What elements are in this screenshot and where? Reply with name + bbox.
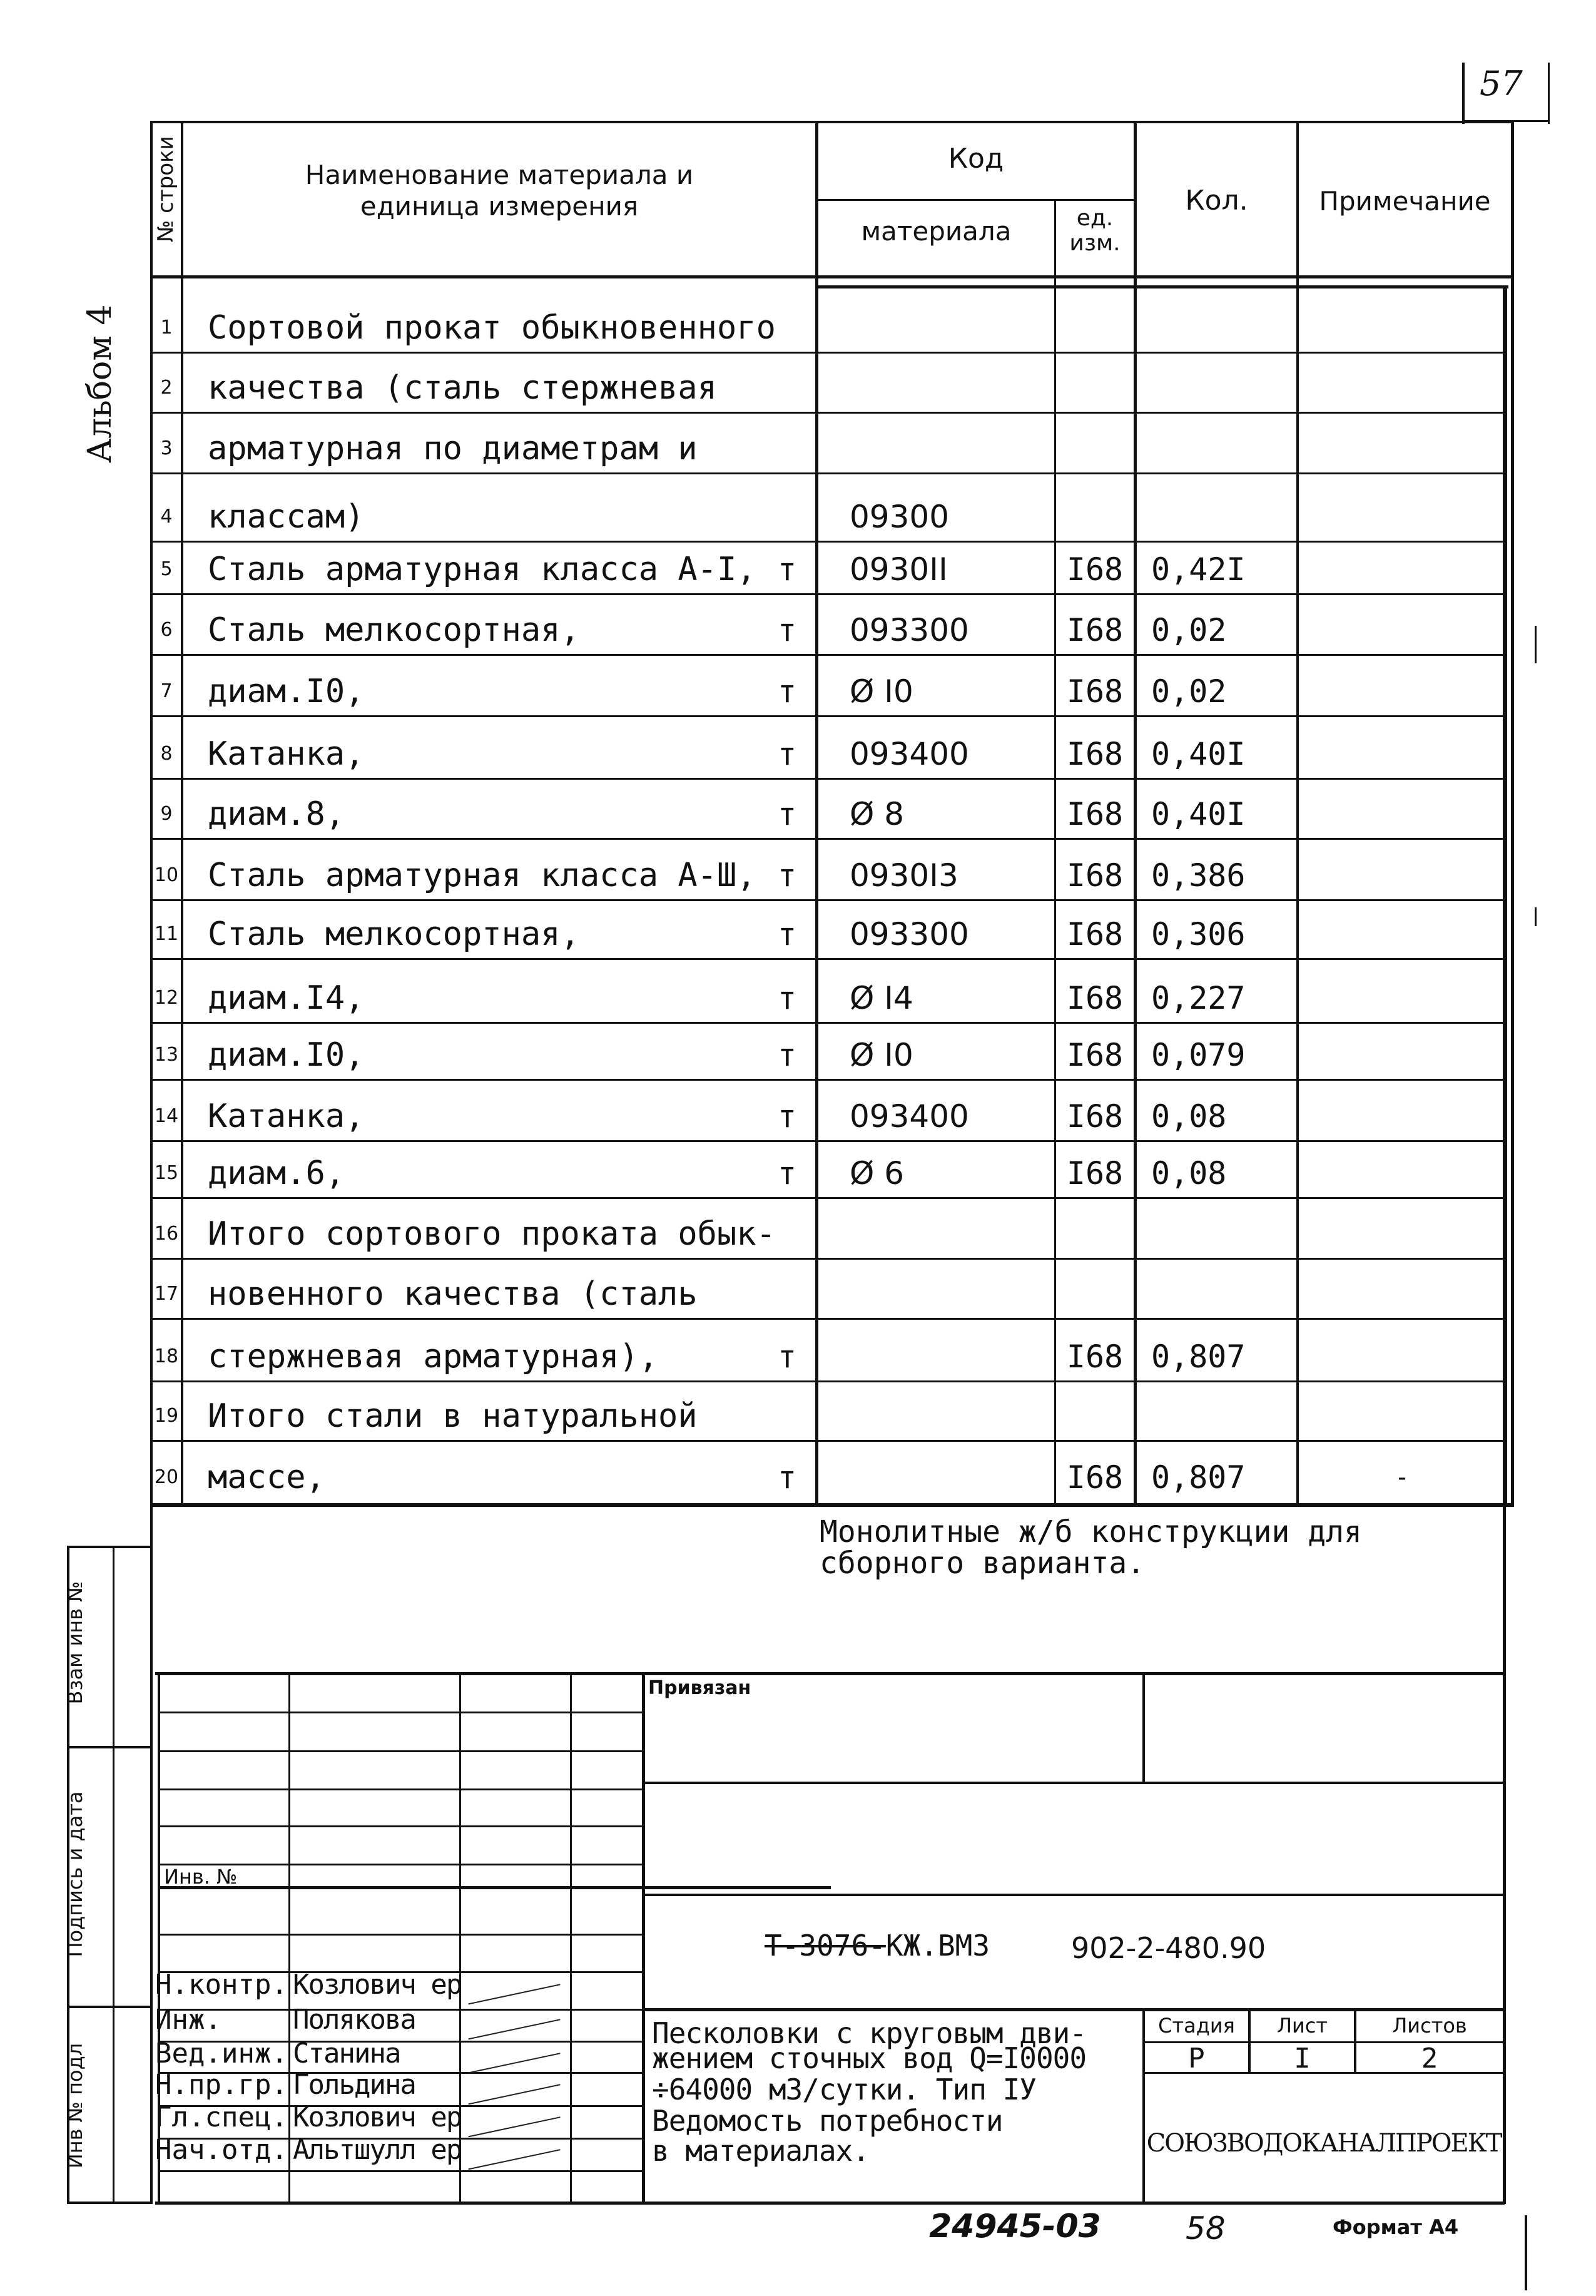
row-ed: I68 — [1066, 1037, 1124, 1073]
table-row — [0, 595, 1514, 656]
row-number: 17 — [154, 1283, 179, 1305]
table-row — [0, 780, 1514, 840]
row-qty: 0,08 — [1151, 1098, 1227, 1135]
table-row — [0, 354, 1514, 414]
header-unit-line2: изм. — [1069, 230, 1121, 256]
row-number: 12 — [154, 987, 179, 1009]
row-qty: 0,306 — [1151, 916, 1246, 952]
row-code: 09300 — [850, 499, 950, 535]
sheet-label: Лист — [1276, 2014, 1328, 2038]
doc-code-struck: Т-3076- — [765, 1929, 886, 1962]
row-unit: т — [777, 1339, 797, 1375]
row-number: 9 — [160, 803, 173, 825]
side-vzam: Взам инв № — [63, 1581, 87, 1705]
role-label: Вед.инж. — [155, 2038, 288, 2069]
header-qty: Кол. — [1185, 185, 1248, 217]
row-unit: т — [777, 673, 797, 710]
row-unit: т — [777, 551, 797, 588]
signature-mark — [465, 2105, 560, 2138]
row-code: Ø 8 — [850, 796, 905, 832]
sheets-value: 2 — [1421, 2043, 1438, 2074]
row-number: 3 — [160, 437, 173, 459]
doc-code — [765, 1929, 990, 1962]
row-code: Ø I0 — [850, 673, 913, 710]
role-name: Гольдина — [293, 2069, 415, 2101]
row-unit: т — [777, 857, 797, 894]
signature-mark — [465, 1972, 560, 2005]
row-number: 10 — [154, 864, 179, 886]
format-label: Формат А4 — [1333, 2215, 1459, 2239]
row-ed: I68 — [1066, 673, 1124, 710]
row-ed: I68 — [1066, 1155, 1124, 1191]
stage-value: Р — [1188, 2043, 1205, 2074]
table-row — [0, 717, 1514, 780]
org-name: СОЮЗВОДОКАНАЛПРОЕКТ — [1146, 2129, 1502, 2158]
row-qty: 0,42I — [1151, 551, 1246, 588]
footer-page: 58 — [1186, 2210, 1226, 2247]
row-number: 2 — [160, 377, 173, 399]
table-row — [0, 1024, 1514, 1081]
album-label: Альбом 4 — [81, 304, 119, 463]
row-name: новенного качества (сталь — [208, 1275, 698, 1313]
table-row — [0, 901, 1514, 960]
title-line: ÷64000 м3/сутки. Тип IУ — [652, 2073, 1036, 2106]
role-label: Нач.отд. — [155, 2134, 288, 2166]
role-label: Инж. — [155, 2004, 221, 2036]
table-row — [0, 1199, 1514, 1260]
side-inv-podl: Инв № подл — [63, 2043, 87, 2169]
role-name: Альтшулл ер — [293, 2134, 462, 2166]
row-code: 0930II — [850, 551, 948, 588]
row-code: Ø I0 — [850, 1037, 913, 1073]
row-number: 11 — [154, 923, 179, 945]
row-number: 4 — [160, 506, 173, 528]
row-qty: 0,40I — [1151, 796, 1246, 832]
row-number: 8 — [160, 743, 173, 765]
row-qty: 0,40I — [1151, 736, 1246, 772]
row-qty: 0,02 — [1151, 673, 1227, 710]
row-number: 18 — [154, 1345, 179, 1367]
role-name: Козлович ер — [293, 1969, 462, 2001]
caption-line1: Монолитные ж/б конструкции для — [820, 1514, 1362, 1549]
header-row-no: № строки — [153, 136, 178, 242]
header-note: Примечание — [1319, 186, 1491, 217]
row-number: 14 — [154, 1105, 179, 1127]
header-name-line2: единица измерения — [360, 191, 639, 222]
row-qty: 0,807 — [1151, 1459, 1246, 1496]
row-ed: I68 — [1066, 916, 1124, 952]
header-unit-line1: ед. — [1076, 205, 1114, 231]
row-unit: т — [777, 1459, 797, 1496]
row-code: 0930I3 — [850, 857, 958, 894]
row-unit: т — [777, 980, 797, 1016]
caption-line2: сборного варианта. — [820, 1546, 1146, 1581]
row-number: 20 — [154, 1466, 179, 1488]
row-ed: I68 — [1066, 736, 1124, 772]
row-name: классам) — [208, 498, 365, 536]
row-unit: т — [777, 612, 797, 648]
row-name: диам.6, — [208, 1155, 345, 1192]
row-name: Итого стали в натуральной — [208, 1397, 698, 1435]
row-qty: 0,386 — [1151, 857, 1246, 894]
row-qty: 0,08 — [1151, 1155, 1227, 1191]
inv-no-label: Инв. № — [164, 1865, 238, 1889]
row-name: Сталь мелкосортная, — [208, 611, 580, 649]
sheet-value: I — [1294, 2043, 1311, 2074]
row-number: 1 — [160, 317, 173, 339]
row-name: стержневая арматурная), — [208, 1338, 659, 1375]
role-label: Н.пр.гр. — [155, 2069, 288, 2101]
row-qty: 0,807 — [1151, 1339, 1246, 1375]
row-name: Итого сортового проката обык- — [208, 1215, 776, 1253]
role-name: Полякова — [293, 2004, 415, 2036]
header-code: Код — [948, 143, 1004, 175]
row-code: 093300 — [850, 612, 969, 648]
row-ed: I68 — [1066, 1339, 1124, 1375]
title-line: Ведомость потребности — [652, 2104, 1003, 2138]
title-line: в материалах. — [652, 2134, 870, 2168]
row-qty: 0,02 — [1151, 612, 1227, 648]
row-ed: I68 — [1066, 551, 1124, 588]
table-row — [0, 1442, 1514, 1503]
row-name: диам.I0, — [208, 1036, 365, 1074]
signature-mark — [465, 2072, 560, 2105]
row-name: арматурная по диаметрам и — [208, 430, 698, 467]
title-line: Песколовки с круговым дви- — [652, 2016, 1087, 2050]
row-unit: т — [777, 1098, 797, 1135]
row-number: 5 — [160, 558, 173, 580]
signature-mark — [465, 2007, 560, 2040]
table-row — [0, 1142, 1514, 1199]
title-line: жением сточных вод Q=I0000 — [652, 2041, 1087, 2075]
signature-mark — [465, 2041, 560, 2074]
table-row — [0, 292, 1514, 354]
table-row — [0, 656, 1514, 717]
row-name: диам.8, — [208, 795, 345, 833]
table-row — [0, 1320, 1514, 1382]
table-row — [0, 960, 1514, 1024]
table-row — [0, 414, 1514, 474]
table-row — [0, 1081, 1514, 1142]
row-name: массе, — [208, 1459, 325, 1496]
row-name: Сталь арматурная класса А-I, — [208, 551, 756, 588]
doc-number: 902-2-480.90 — [1071, 1931, 1266, 1965]
row-qty: 0,079 — [1151, 1037, 1246, 1073]
header-name-line1: Наименование материала и — [305, 160, 694, 190]
row-ed: I68 — [1066, 980, 1124, 1016]
page-number: 57 — [1480, 64, 1523, 103]
table-row — [0, 1382, 1514, 1442]
row-name: Катанка, — [208, 1098, 365, 1135]
row-code: Ø I4 — [850, 980, 913, 1016]
table-row — [0, 840, 1514, 901]
row-unit: т — [777, 736, 797, 772]
row-qty: 0,227 — [1151, 980, 1246, 1016]
row-name: Сталь мелкосортная, — [208, 916, 580, 953]
row-name: диам.I4, — [208, 979, 365, 1017]
role-name: Станина — [293, 2038, 400, 2069]
row-name: диам.I0, — [208, 673, 365, 710]
row-number: 16 — [154, 1223, 179, 1245]
row-name: качества (сталь стержневая — [208, 369, 717, 407]
row-ed: I68 — [1066, 612, 1124, 648]
row-name: Катанка, — [208, 735, 365, 773]
row-unit: т — [777, 1037, 797, 1073]
signature-mark — [465, 2137, 560, 2170]
side-podpis: Подпись и дата — [63, 1791, 87, 1957]
privyazan-label: Привязан — [648, 1677, 751, 1699]
row-ed: I68 — [1066, 796, 1124, 832]
row-ed: I68 — [1066, 1098, 1124, 1135]
row-ed: I68 — [1066, 857, 1124, 894]
role-label: Н.контр. — [155, 1969, 288, 2001]
row-unit: т — [777, 1155, 797, 1191]
row-unit: т — [777, 796, 797, 832]
row-code: Ø 6 — [850, 1155, 905, 1191]
row-name: Сортовой прокат обыкновенного — [208, 309, 776, 347]
table-row — [0, 474, 1514, 543]
row-name: Сталь арматурная класса А-Ш, — [208, 857, 756, 894]
row-code: 093400 — [850, 736, 969, 772]
doc-code-rest: КЖ.ВМЗ — [885, 1929, 990, 1962]
sheets-label: Листов — [1392, 2014, 1467, 2038]
row-code: 093300 — [850, 916, 969, 952]
header-material: материала — [861, 216, 1012, 247]
row-unit: т — [777, 916, 797, 952]
row-number: 6 — [160, 619, 173, 641]
row-number: 13 — [154, 1044, 179, 1066]
role-label: Гл.спец. — [155, 2101, 288, 2133]
table-row — [0, 543, 1514, 595]
role-name: Козлович ер — [293, 2101, 462, 2133]
archive-number: 24945-03 — [929, 2208, 1101, 2245]
stage-label: Стадия — [1158, 2014, 1235, 2038]
row-number: 19 — [154, 1405, 179, 1427]
row-ed: I68 — [1066, 1459, 1124, 1496]
row-code: 093400 — [850, 1098, 969, 1135]
row-number: 15 — [154, 1162, 179, 1184]
row-number: 7 — [160, 680, 173, 702]
row-note: - — [1394, 1463, 1410, 1492]
table-row — [0, 1260, 1514, 1320]
